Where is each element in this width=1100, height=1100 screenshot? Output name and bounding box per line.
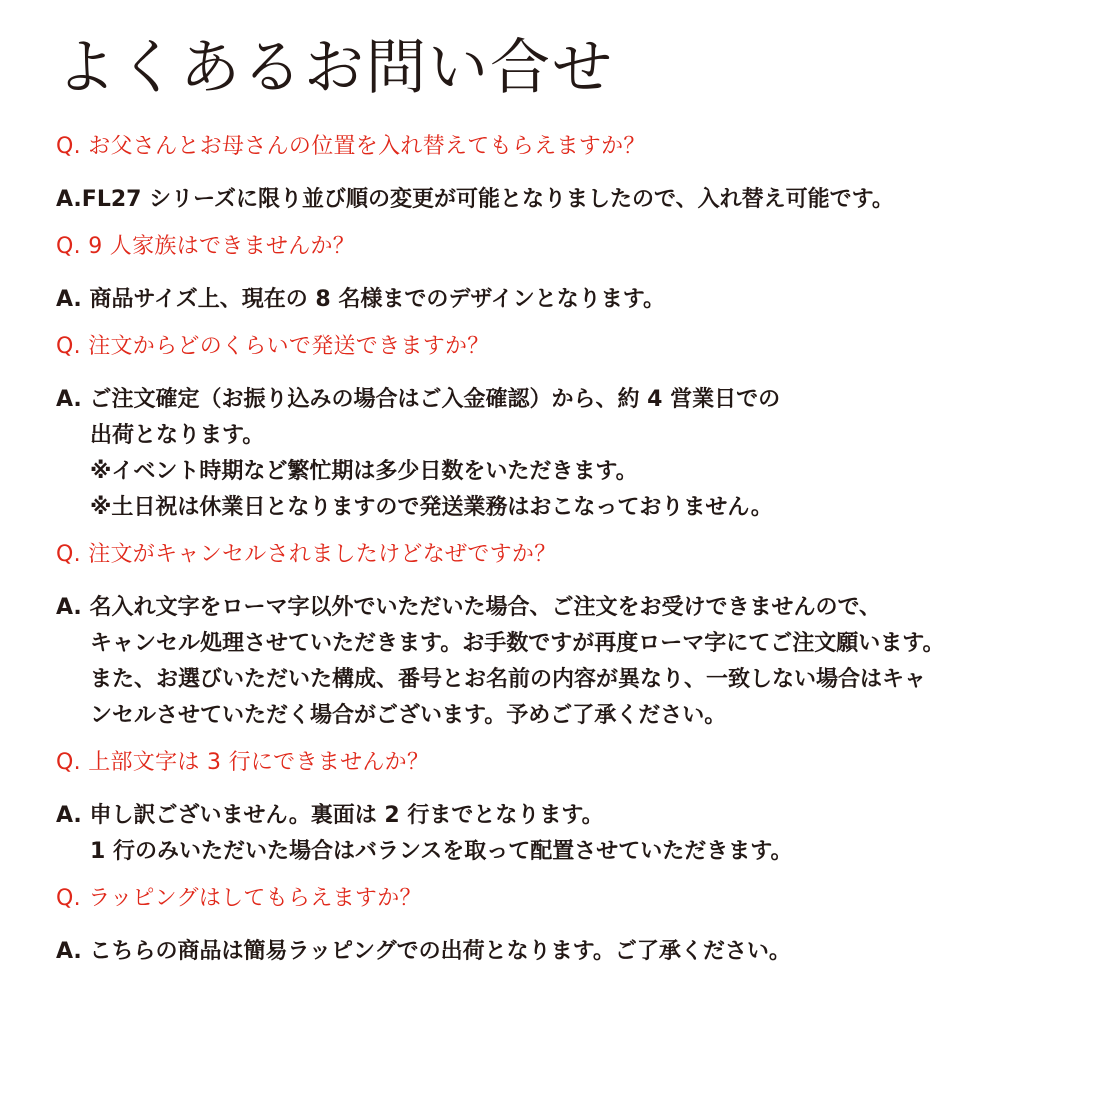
faq-item-5 xyxy=(56,748,1060,870)
faq-answer xyxy=(56,590,1060,734)
faq-answer-line: ※イベント時期など繁忙期は多少日数をいただきます。 xyxy=(90,459,638,484)
faq-item-6 xyxy=(56,884,1060,970)
faq-answer-line: A. 名入れ文字をローマ字以外でいただいた場合、ご注文をお受けできませんので、 xyxy=(56,595,882,620)
faq-answer-line: また、お選びいただいた構成、番号とお名前の内容が異なり、一致しない場合はキャ xyxy=(90,667,927,692)
faq-question: Q. ラッピングはしてもらえますか？ xyxy=(56,886,422,911)
faq-answer-line: 1 行のみいただいた場合はバランスを取って配置させていただきます。 xyxy=(90,839,793,864)
faq-answer xyxy=(56,382,1060,526)
faq-item-4 xyxy=(56,540,1060,734)
faq-answer-line: ンセルさせていただく場合がございます。予めご了承ください。 xyxy=(90,703,727,728)
faq-question: Q. 注文からどのくらいで発送できますか？ xyxy=(56,334,490,359)
page-title: よくあるお問い合せ xyxy=(56,33,614,103)
faq-question: Q. 上部文字は 3 行にできませんか？ xyxy=(56,750,430,775)
faq-answer-line: A.FL27 シリーズに限り並び順の変更が可能となりましたので、入れ替え可能です。 xyxy=(56,187,894,212)
faq-item-2 xyxy=(56,232,1060,318)
faq-answer xyxy=(56,282,1060,318)
faq-answer xyxy=(56,934,1060,970)
faq-answer xyxy=(56,182,1060,218)
faq-item-3 xyxy=(56,332,1060,526)
faq-answer xyxy=(56,798,1060,870)
faq-answer-line: A. こちらの商品は簡易ラッピングでの出荷となります。ご了承ください。 xyxy=(56,939,791,964)
faq-item-1 xyxy=(56,132,1060,218)
faq-answer-line: ※土日祝は休業日となりますので発送業務はおこなっておりません。 xyxy=(90,495,773,520)
faq-answer-line: A. 商品サイズ上、現在の 8 名様までのデザインとなります。 xyxy=(56,287,666,312)
faq-question: Q. お父さんとお母さんの位置を入れ替えてもらえますか？ xyxy=(56,134,646,159)
faq-answer-line: 出荷となります。 xyxy=(90,423,265,448)
faq-answer-line: A. 申し訳ございません。裏面は 2 行までとなります。 xyxy=(56,803,604,828)
faq-question: Q. 注文がキャンセルされましたけどなぜですか？ xyxy=(56,542,557,567)
faq-answer-line: A. ご注文確定（お振り込みの場合はご入金確認）から、約 4 営業日での xyxy=(56,387,781,412)
faq-question: Q. 9 人家族はできませんか？ xyxy=(56,234,356,259)
faq-answer-line: キャンセル処理させていただきます。お手数ですが再度ローマ字にてご注文願います。 xyxy=(90,631,945,656)
